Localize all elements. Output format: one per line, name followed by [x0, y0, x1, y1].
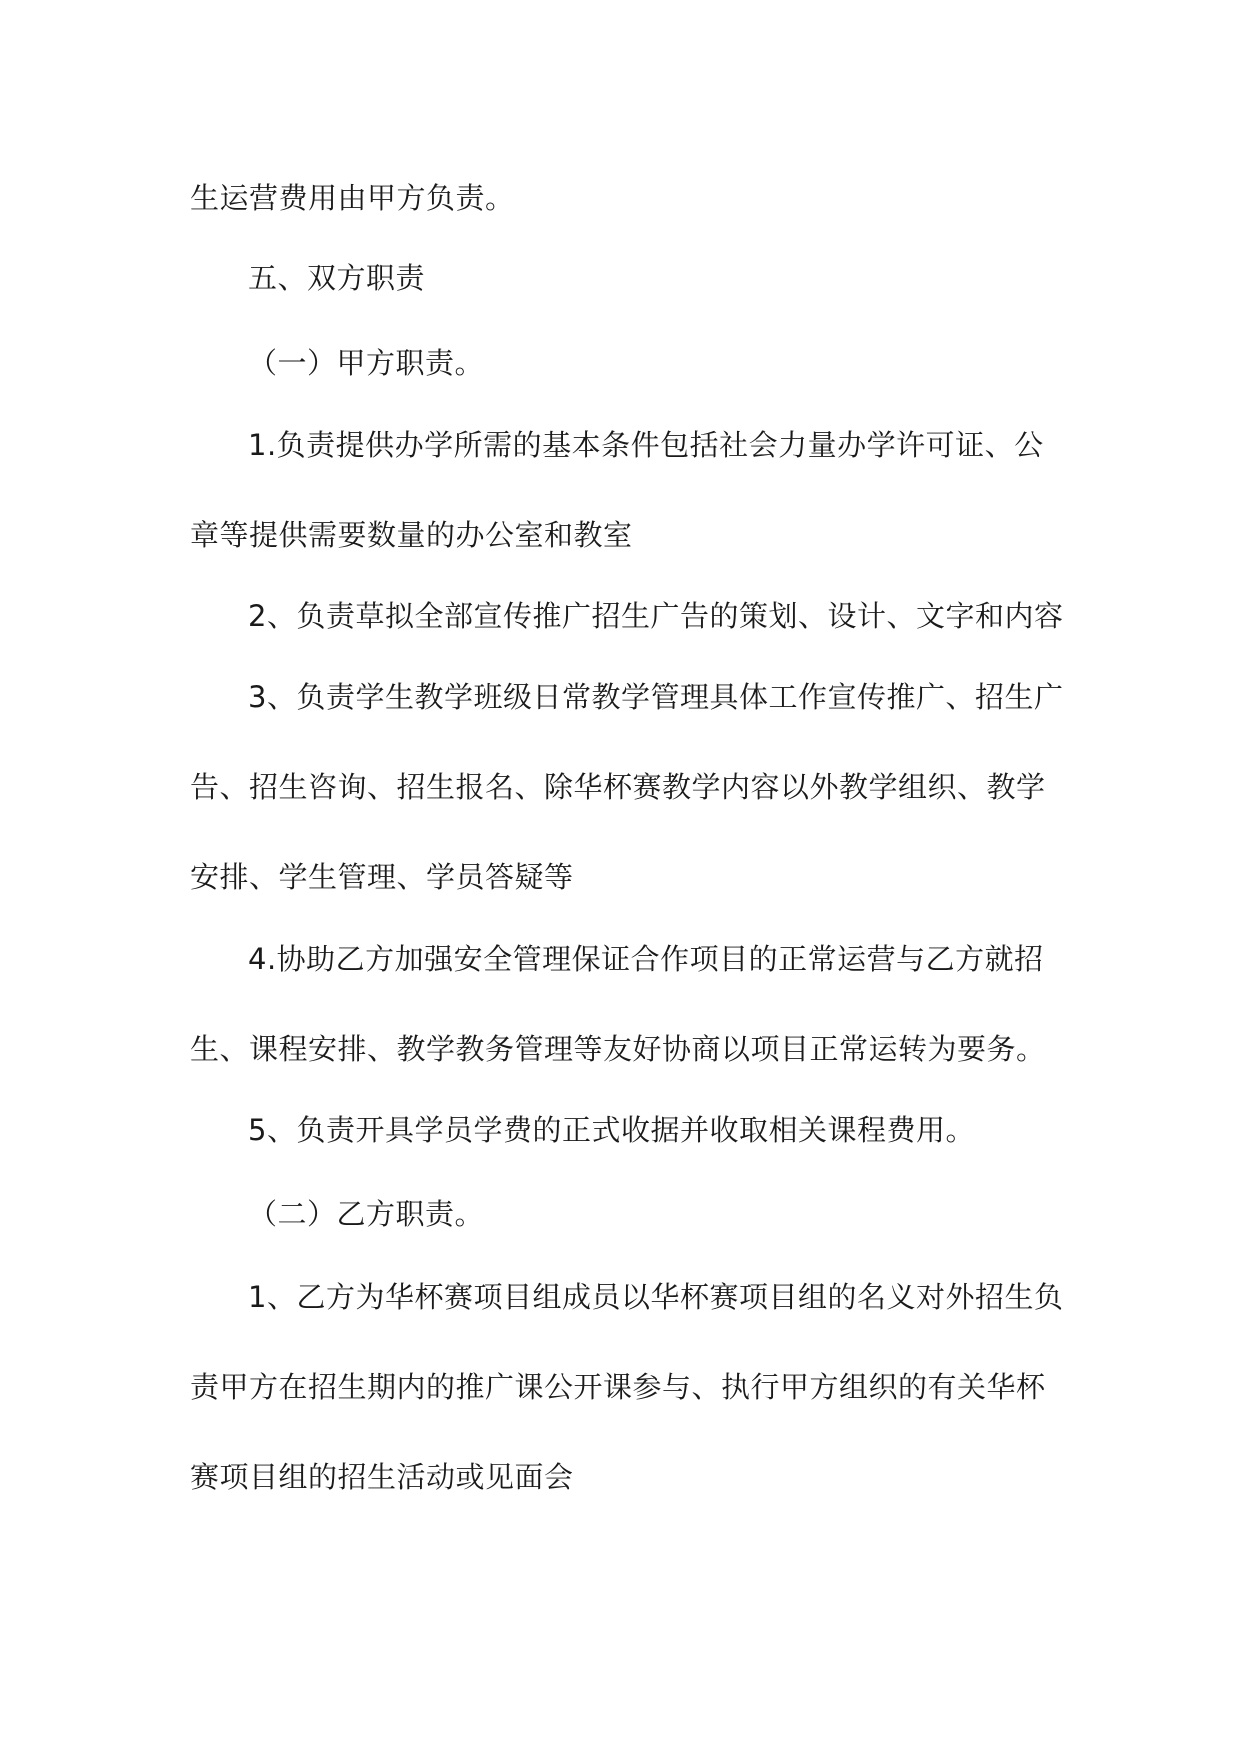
paragraph-line: 告、招生咨询、招生报名、除华杯赛教学内容以外教学组织、教学: [190, 770, 1046, 804]
subsection-heading: （一）甲方职责。: [248, 346, 485, 380]
paragraph-line: 3、负责学生教学班级日常教学管理具体工作宣传推广、招生广: [248, 680, 1064, 714]
paragraph-line: 1、乙方为华杯赛项目组成员以华杯赛项目组的名义对外招生负: [248, 1280, 1064, 1314]
paragraph-line: 安排、学生管理、学员答疑等: [190, 860, 574, 894]
section-heading: 五、双方职责: [248, 261, 426, 295]
paragraph-line: 1.负责提供办学所需的基本条件包括社会力量办学许可证、公: [248, 428, 1044, 462]
paragraph-line: 生、课程安排、教学教务管理等友好协商以项目正常运转为要务。: [190, 1032, 1046, 1066]
subsection-heading: （二）乙方职责。: [248, 1197, 485, 1231]
paragraph-line: 章等提供需要数量的办公室和教室: [190, 518, 633, 552]
paragraph-line: 5、负责开具学员学费的正式收据并收取相关课程费用。: [248, 1113, 975, 1147]
paragraph-line: 责甲方在招生期内的推广课公开课参与、执行甲方组织的有关华杯: [190, 1370, 1046, 1404]
paragraph-line: 生运营费用由甲方负责。: [190, 181, 515, 215]
paragraph-line: 赛项目组的招生活动或见面会: [190, 1460, 574, 1494]
paragraph-line: 4.协助乙方加强安全管理保证合作项目的正常运营与乙方就招: [248, 942, 1044, 976]
paragraph-line: 2、负责草拟全部宣传推广招生广告的策划、设计、文字和内容: [248, 599, 1064, 633]
